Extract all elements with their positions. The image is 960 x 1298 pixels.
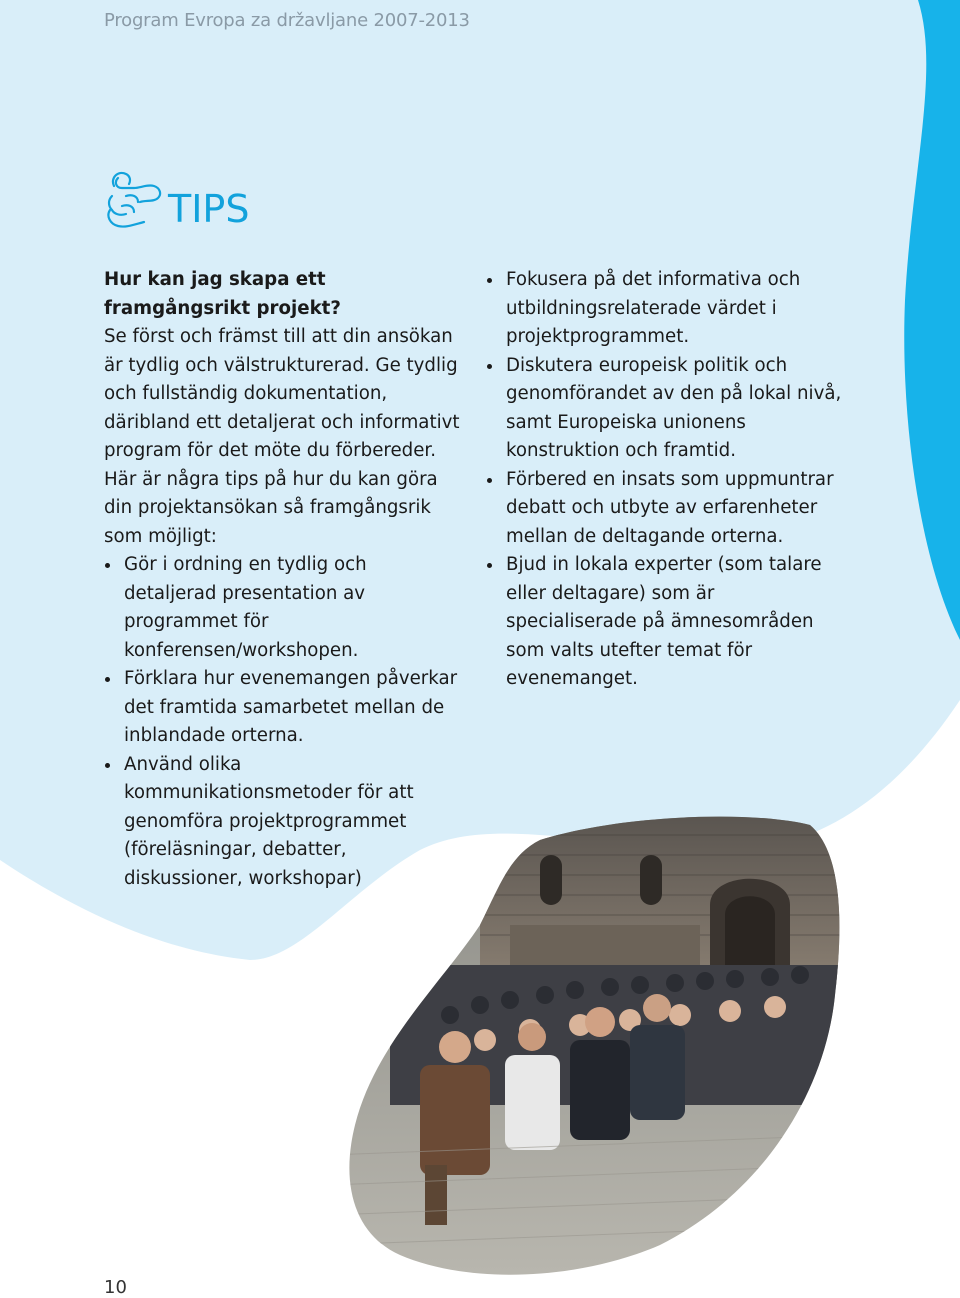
list-item: Diskutera europeisk politik och genomförandet av den på lokal nivå, samt Europeiska unionens konstruktion och framtid. bbox=[486, 352, 844, 466]
page-number: 10 bbox=[104, 1277, 127, 1298]
left-column bbox=[104, 266, 460, 893]
audience-photo bbox=[330, 815, 850, 1275]
intro-question: Hur kan jag skapa ett framgångsrikt projekt? bbox=[104, 269, 341, 319]
list-item: Bjud in lokala experter (som talare eller deltagare) som är specialiserade på ämnesområden som valts utefter temat för evenemanget. bbox=[486, 551, 844, 694]
list-item: Gör i ordning en tydlig och detaljerad presentation av programmet för konferensen/workshopen. bbox=[104, 551, 460, 665]
list-item: Förbered en insats som uppmuntrar debatt och utbyte av erfarenheter mellan de deltagande orterna. bbox=[486, 466, 844, 552]
tips-list-right bbox=[486, 266, 844, 694]
tips-title: TIPS bbox=[168, 187, 250, 231]
running-header: Program Evropa za državljane 2007-2013 bbox=[104, 10, 470, 31]
intro-paragraph: Se först och främst till att din ansökan är tydlig och välstrukturerad. Ge tydlig och fullständig dokumentation, däribland ett detaljerat och informativt program för det möte du förbereder. Här är några tips på hur du kan göra din projektansökan så framgångsrik som möjligt: bbox=[104, 326, 460, 547]
list-item: Förklara hur evenemangen påverkar det framtida samarbetet mellan de inblandade orterna. bbox=[104, 665, 460, 751]
list-item: Fokusera på det informativa och utbildningsrelaterade värdet i projektprogrammet. bbox=[486, 266, 844, 352]
right-column bbox=[486, 266, 844, 694]
thumbs-up-hand-icon bbox=[104, 166, 166, 230]
list-item: Använd olika kommunikationsmetoder för att genomföra projektprogrammet (föreläsningar, debatter, diskussioner, workshopar) bbox=[104, 751, 460, 894]
tips-heading bbox=[104, 165, 249, 231]
